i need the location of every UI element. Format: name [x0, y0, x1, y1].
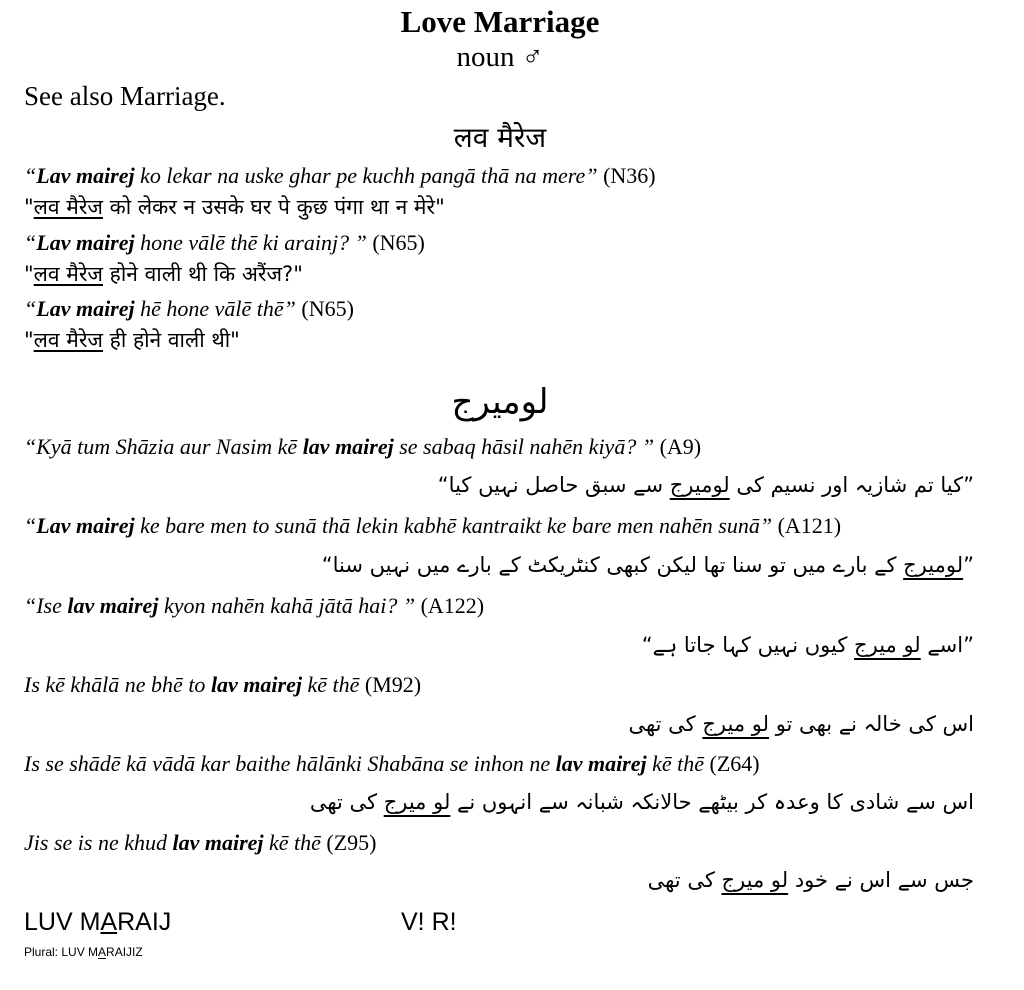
source-ref: (Z95) — [320, 830, 377, 855]
stressed-letter: A — [100, 908, 118, 936]
male-gender-icon: ♂ — [521, 41, 544, 73]
urdu-example-script: جس سے اس نے خود لو میرج کی تھی — [647, 868, 974, 892]
keyword: Lav mairej — [36, 296, 135, 321]
source-ref: (N65) — [295, 296, 354, 321]
keyword: lav mairej — [210, 672, 302, 697]
keyword-underlined: लव मैरेज — [33, 195, 103, 219]
part-of-speech — [0, 41, 1000, 74]
keyword-underlined: लव मैरेज — [33, 328, 103, 352]
urdu-example-script: ”کیا تم شازیہ اور نسیم کی لومیرج سے سبق حاصل نہیں کیا“ — [437, 473, 974, 497]
keyword: Lav mairej — [36, 230, 135, 255]
urdu-example-transliteration: “Kyā tum Shāzia aur Nasim kē lav mairej se sabaq hāsil nahēn kiyā? ” (A9) — [24, 434, 702, 459]
devanagari-heading: लव मैरेज — [453, 121, 547, 154]
hindi-example-devanagari: "लव मैरेज ही होने वाली थी" — [24, 328, 240, 352]
source-ref: (A121) — [772, 513, 842, 538]
keyword: Lav mairej — [36, 163, 135, 188]
keyword: lav mairej — [302, 434, 394, 459]
hindi-example-transliteration: “Lav mairej hē hone vālē thē” (N65) — [24, 296, 354, 321]
urdu-example-script: ”لومیرج کے بارے میں تو سنا تھا لیکن کبھی کنٹریکٹ کے بارے میں نہیں سنا“ — [321, 553, 974, 577]
keyword-underlined: لومیرج — [669, 473, 730, 497]
urdu-example-transliteration: “Lav mairej ke bare men to sunā thā lekin kabhē kantraikt ke bare men nahēn sunā” (A121) — [24, 513, 842, 538]
urdu-example-script: ”اسے لو میرج کیوں نہیں کہا جاتا ہے“ — [641, 633, 974, 657]
urdu-example-transliteration: “Ise lav mairej kyon nahēn kahā jātā hai? ” (A122) — [24, 593, 485, 618]
source-ref: (A9) — [654, 434, 702, 459]
plural-form: Plural: LUV MARAIJIZ — [24, 945, 143, 959]
pronunciation: LUV MARAIJ — [24, 908, 172, 936]
keyword: lav mairej — [555, 751, 647, 776]
source-ref: (A122) — [415, 593, 485, 618]
keyword-underlined: لو میرج — [702, 712, 770, 736]
source-ref: (N65) — [366, 230, 425, 255]
keyword-underlined: लव मैरेज — [33, 262, 103, 286]
grammar-code: V! R! — [401, 908, 457, 936]
source-ref: (M92) — [359, 672, 422, 697]
urdu-example-script: اس کی خالہ نے بھی تو لو میرج کی تھی — [628, 712, 974, 736]
keyword-underlined: لو میرج — [383, 790, 451, 814]
source-ref: (N36) — [597, 163, 656, 188]
urdu-example-transliteration: Is se shādē kā vādā kar baithe hālānki Shabāna se inhon ne lav mairej kē thē (Z64) — [24, 751, 760, 776]
entry-title: Love Marriage — [400, 4, 600, 39]
keyword-underlined: لومیرج — [903, 553, 964, 577]
urdu-example-transliteration: Is kē khālā ne bhē to lav mairej kē thē (M92) — [24, 672, 422, 697]
keyword: Lav mairej — [36, 513, 135, 538]
source-ref: (Z64) — [704, 751, 760, 776]
urdu-example-script: اس سے شادی کا وعدہ کر بیٹھے حالانکہ شبانہ سے انہوں نے لو میرج کی تھی — [309, 790, 974, 814]
keyword: lav mairej — [67, 593, 159, 618]
hindi-example-transliteration: “Lav mairej ko lekar na uske ghar pe kuchh pangā thā na mere” (N36) — [24, 163, 656, 188]
urdu-heading: لومیرج — [451, 382, 549, 422]
hindi-example-transliteration: “Lav mairej hone vālē thē ki arainj? ” (N65) — [24, 230, 425, 255]
keyword-underlined: لو میرج — [721, 868, 789, 892]
keyword: lav mairej — [172, 830, 264, 855]
urdu-example-transliteration: Jis se is ne khud lav mairej kē thē (Z95) — [24, 830, 377, 855]
stressed-letter: A — [98, 945, 107, 959]
see-also: See also Marriage. — [24, 81, 226, 111]
pos-label: noun — [456, 41, 515, 73]
keyword-underlined: لو میرج — [854, 633, 921, 657]
hindi-example-devanagari: "लव मैरेज को लेकर न उसके घर पे कुछ पंगा था न मेरे" — [24, 195, 445, 219]
hindi-example-devanagari: "लव मैरेज होने वाली थी कि अरैंज?" — [24, 262, 303, 286]
